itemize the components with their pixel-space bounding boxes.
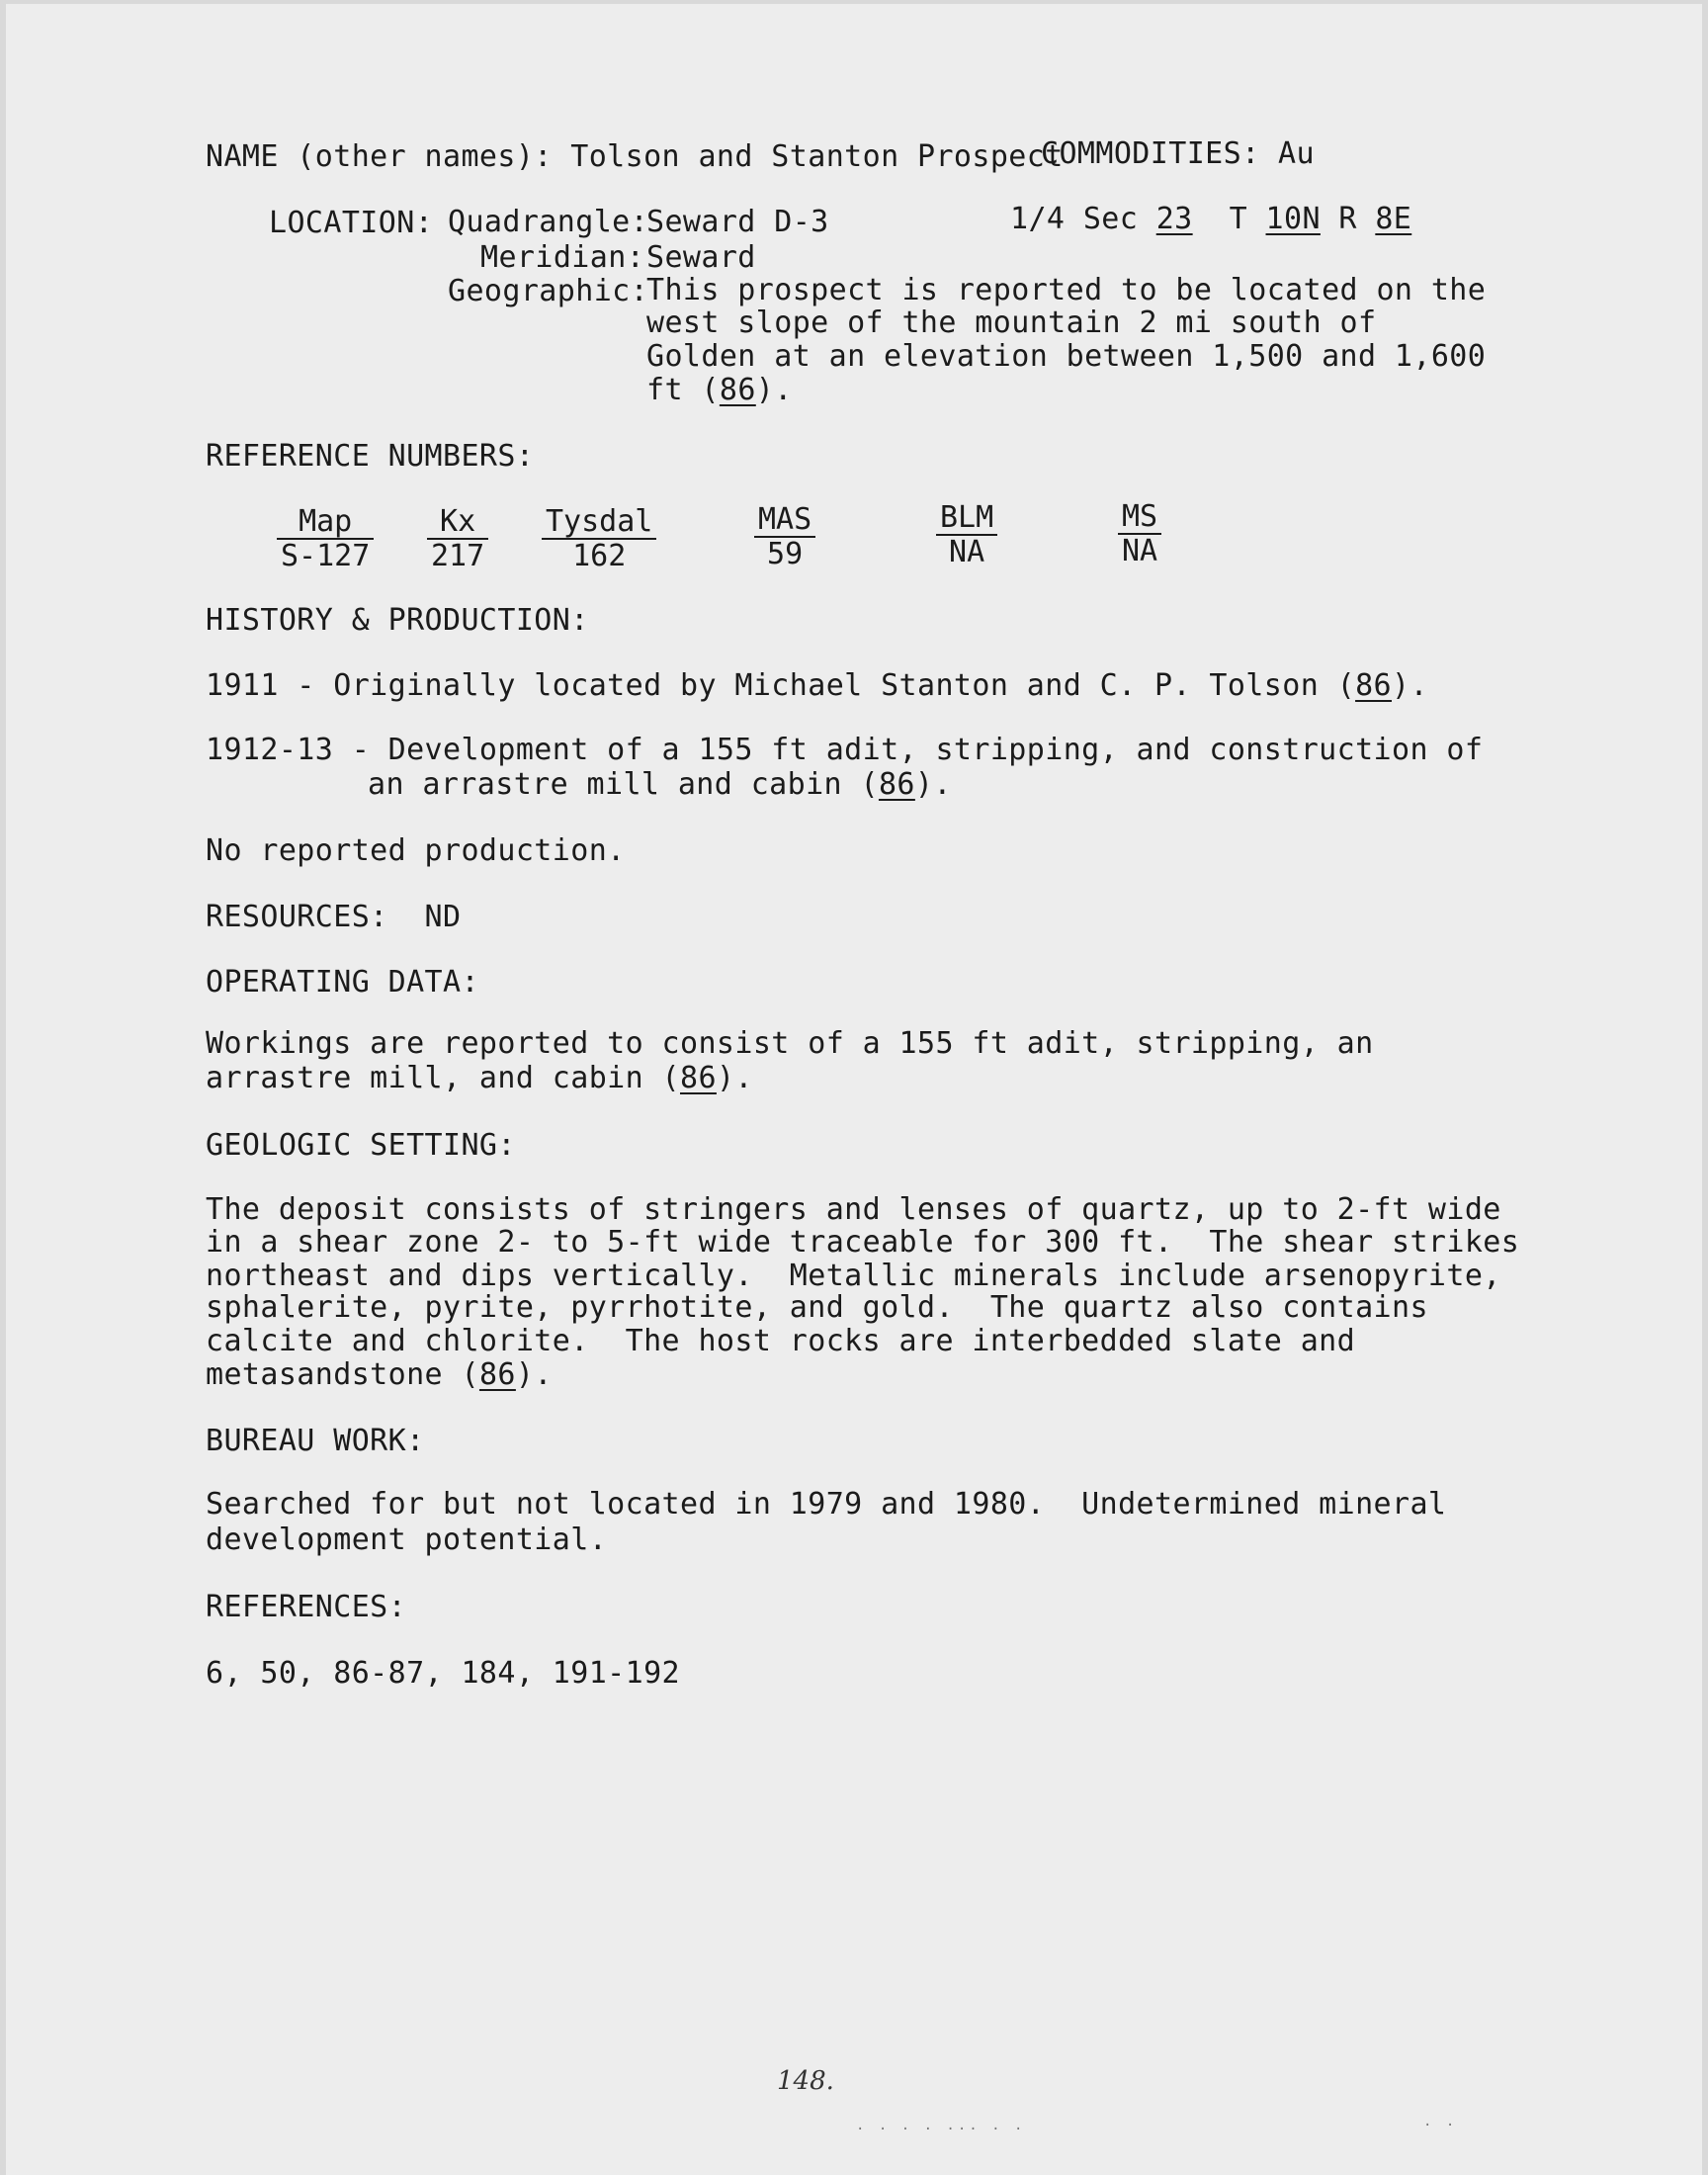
ref-tysdal <box>542 505 656 572</box>
ref-tysdal-value: 162 <box>572 539 627 573</box>
history-entry-1912-line-1: 1912-13 - Development of a 155 ft adit, stripping, and construction of <box>206 733 1484 767</box>
ref-mas <box>754 503 815 570</box>
reference-citation: 86 <box>878 767 915 802</box>
ref-blm-value: NA <box>949 535 985 569</box>
bureau-work-line-2: development potential. <box>206 1522 608 1557</box>
ref-ms-value: NA <box>1122 534 1158 568</box>
scan-edge-left <box>0 0 6 2175</box>
page-number: 148. <box>777 2066 834 2096</box>
scan-speckle: · · · · ··· · · <box>856 2122 1026 2137</box>
r-prefix: R <box>1338 202 1357 236</box>
quadrangle-label: Quadrangle: <box>448 205 649 239</box>
section-number: 23 <box>1155 202 1193 236</box>
scan-speckle: · · <box>1423 2118 1458 2133</box>
ref-ms-label: MS <box>1118 500 1161 535</box>
references-list: 6, 50, 86-87, 184, 191-192 <box>206 1656 680 1691</box>
ref-ms <box>1118 500 1161 567</box>
production-note: No reported production. <box>206 833 626 868</box>
ref-map-value: S-127 <box>281 539 371 573</box>
reference-citation: 86 <box>680 1061 717 1095</box>
name-line: NAME (other names): Tolson and Stanton Prospect <box>206 139 1064 174</box>
geographic-line-3: Golden at an elevation between 1,500 and 1,600 <box>646 339 1487 374</box>
resources-line: RESOURCES: ND <box>206 900 462 934</box>
bureau-work-line-1: Searched for but not located in 1979 and 1980. Undetermined mineral <box>206 1487 1447 1522</box>
history-heading: HISTORY & PRODUCTION: <box>206 603 589 638</box>
section-township-range <box>1010 203 1411 236</box>
t-prefix: T <box>1229 202 1248 236</box>
location-label: LOCATION: <box>269 206 434 240</box>
reference-citation: 86 <box>1355 668 1393 703</box>
ref-blm-label: BLM <box>936 501 997 536</box>
ref-kx-value: 217 <box>431 539 485 573</box>
quadrangle-value: Seward D-3 <box>646 205 829 239</box>
operating-data-heading: OPERATING DATA: <box>206 965 479 1000</box>
geologic-line-4: sphalerite, pyrite, pyrrhotite, and gold. The quartz also contains <box>206 1290 1428 1325</box>
township-value: 10N <box>1265 202 1321 236</box>
geologic-line-6: metasandstone (86). <box>206 1357 553 1392</box>
ref-mas-label: MAS <box>754 503 815 538</box>
geologic-line-1: The deposit consists of stringers and lenses of quartz, up to 2-ft wide <box>206 1192 1501 1227</box>
geologic-line-5: calcite and chlorite. The host rocks are interbedded slate and <box>206 1324 1356 1358</box>
geographic-line-1: This prospect is reported to be located on the <box>646 273 1487 307</box>
ref-map-label: Map <box>277 505 374 540</box>
sec-prefix: 1/4 Sec <box>1010 202 1139 236</box>
meridian-value: Seward <box>646 240 756 275</box>
meridian-label: Meridian: <box>480 240 645 275</box>
range-value: 8E <box>1375 202 1412 236</box>
ref-kx-label: Kx <box>427 505 488 540</box>
history-entry-1912-line-2: an arrastre mill and cabin (86). <box>368 767 952 802</box>
ref-blm <box>936 501 997 568</box>
geographic-line-2: west slope of the mountain 2 mi south of <box>646 305 1377 340</box>
geologic-setting-heading: GEOLOGIC SETTING: <box>206 1128 516 1163</box>
geographic-line-4: ft (86). <box>646 373 793 407</box>
ref-mas-value: 59 <box>767 537 804 571</box>
reference-citation: 86 <box>478 1357 516 1392</box>
scan-edge-right <box>1702 0 1708 2175</box>
references-heading: REFERENCES: <box>206 1590 407 1624</box>
scan-edge-top <box>0 0 1708 4</box>
reference-citation: 86 <box>719 373 756 407</box>
commodities-line: COMMODITIES: Au <box>1041 136 1315 171</box>
geologic-line-3: northeast and dips vertically. Metallic minerals include arsenopyrite, <box>206 1259 1501 1293</box>
geographic-label: Geographic: <box>448 274 649 308</box>
ref-tysdal-label: Tysdal <box>542 505 656 540</box>
ref-kx <box>427 505 488 572</box>
geologic-line-2: in a shear zone 2- to 5-ft wide traceable for 300 ft. The shear strikes <box>206 1225 1520 1260</box>
bureau-work-heading: BUREAU WORK: <box>206 1424 425 1458</box>
reference-numbers-heading: REFERENCE NUMBERS: <box>206 439 535 474</box>
operating-data-line-2: arrastre mill, and cabin (86). <box>206 1061 753 1095</box>
history-entry-1911: 1911 - Originally located by Michael Stanton and C. P. Tolson (86). <box>206 668 1428 703</box>
ref-map <box>277 505 374 572</box>
operating-data-line-1: Workings are reported to consist of a 155 ft adit, stripping, an <box>206 1026 1374 1061</box>
